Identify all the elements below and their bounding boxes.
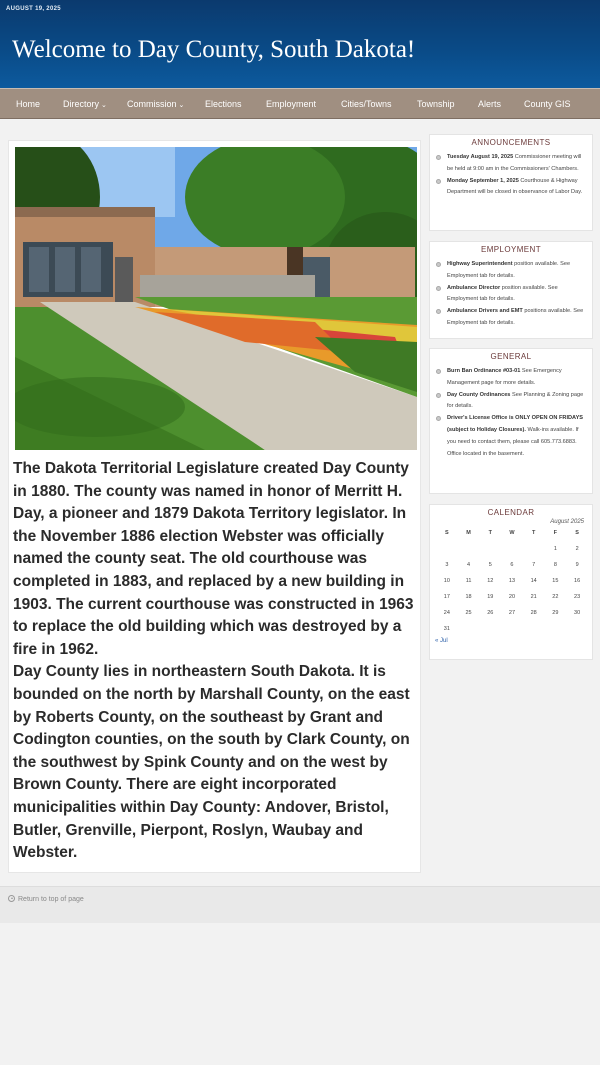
nav-elections[interactable] (205, 89, 242, 119)
site-footer (0, 886, 600, 923)
courthouse-image (15, 147, 417, 450)
nav-cities-towns-label: Cities/Towns (341, 99, 392, 109)
nav-home-label: Home (16, 99, 41, 109)
list-item (436, 259, 586, 283)
calendar-week (436, 541, 588, 557)
calendar-day: 30 (574, 610, 581, 616)
history-paragraph: The Dakota Territorial Legislature created Day County in 1880. The county was named in honor of Merritt H. Day, a pioneer and 1879 Dakota Territory legislator. In the November 1886 election Webster was officially named the county seat. The old courthouse was completed in 1883, and replaced by a new building in 1903. The current courthouse was constructed in 1963 to replace the old building which was destroyed by a fire in 1962. (13, 460, 414, 658)
calendar-week (436, 573, 588, 589)
weekday-label: T (531, 530, 536, 536)
calendar-day (458, 621, 480, 637)
calendar-day: 29 (552, 610, 559, 616)
general-item-title: Day County Ordinances (447, 391, 511, 398)
announcements-list (430, 149, 592, 199)
general-item-text: See Planning & Zoning page for details. (447, 391, 584, 410)
calendar-day: 28 (530, 610, 537, 616)
calendar-day: 15 (552, 578, 559, 584)
calendar-day (458, 541, 480, 557)
weekday-label: M (466, 530, 471, 536)
calendar-day: 10 (443, 578, 450, 584)
announcement-text: Courthouse & Highway Department will be closed in observance of Labor Day. (447, 177, 583, 196)
employment-title: EMPLOYMENT (480, 245, 541, 254)
calendar-month: August 2025 (550, 519, 584, 525)
calendar-day: 6 (510, 562, 514, 568)
nav-elections-label: Elections (205, 99, 242, 109)
list-item (436, 306, 586, 330)
list-item (436, 152, 586, 176)
job-title: Ambulance Drivers and EMT (447, 308, 523, 315)
calendar-day: 11 (465, 578, 472, 584)
nav-township-label: Township (417, 99, 455, 109)
job-text: position available. See Employment tab for details. (447, 284, 558, 303)
calendar-day: 24 (443, 610, 450, 616)
main-nav (0, 88, 600, 119)
calendar-day (479, 621, 501, 637)
job-text: position available. See Employment tab for details. (447, 261, 571, 279)
calendar-day (523, 621, 545, 637)
courthouse-photo (15, 147, 417, 450)
back-to-top-link[interactable] (8, 895, 84, 903)
announcement-date: Tuesday August 19, 2025 (447, 154, 514, 160)
announcement-text: Commissioner meeting will be held at 9:00 am in the Commissioners' Chambers. (447, 154, 582, 172)
calendar-day: 7 (532, 562, 536, 568)
general-item-text: See Emergency Management page for more details. (447, 368, 562, 386)
calendar-title: CALENDAR (487, 508, 535, 517)
calendar-day: 1 (553, 546, 557, 552)
nav-directory-label: Directory (63, 99, 100, 109)
calendar-week (436, 557, 588, 573)
calendar-day: 23 (574, 594, 581, 600)
weekday-label: F (553, 530, 558, 536)
weekday-label: W (509, 530, 515, 536)
geography-paragraph: Day County lies in northeastern South Dakota. It is bounded on the north by Marshall County, on the east by Roberts County, on the southeast by Grant and Codington counties, on the south by Clark County, on the southwest by Spink County and on the west by Brown County. There are eight incorporated municipalities within Day County: Andover, Bristol, Butler, Grenville, Pierpont, Roslyn, Waubay and Webster. (13, 663, 410, 862)
calendar-day (479, 541, 501, 557)
employment-list (430, 256, 592, 330)
job-title: Highway Superintendent (447, 261, 513, 267)
current-date: AUGUST 19, 2025 (6, 6, 61, 12)
calendar-prev-month-link[interactable]: « Jul (435, 638, 448, 644)
main-content (8, 140, 421, 873)
general-widget (429, 348, 593, 494)
nav-employment-label: Employment (266, 99, 317, 109)
calendar-day: 17 (443, 594, 450, 600)
calendar-day: 13 (508, 578, 516, 584)
list-item (436, 176, 586, 200)
general-item-title: Driver's License Office is ONLY OPEN ON FRIDAYS (subject to Holiday Closures). (447, 415, 584, 433)
calendar-day: 27 (508, 610, 516, 616)
calendar-day: 20 (508, 594, 516, 600)
nav-cities-towns[interactable] (341, 89, 392, 119)
job-text: positions available. See Employment tab for details. (447, 308, 584, 326)
chevron-down-icon: ⌄ (178, 102, 185, 109)
calendar-day: 2 (575, 546, 579, 552)
calendar-day (545, 621, 567, 637)
general-title: GENERAL (490, 352, 532, 361)
calendar-day (523, 541, 545, 557)
calendar-day: 8 (553, 562, 557, 568)
nav-commission-label: Commission (127, 99, 177, 109)
list-item (436, 283, 586, 307)
calendar-day: 31 (443, 626, 450, 632)
calendar-week (436, 605, 588, 621)
announcement-date: Monday September 1, 2025 (447, 177, 519, 184)
list-item (436, 413, 586, 460)
site-header (0, 0, 600, 88)
list-item (436, 366, 586, 390)
calendar-day: 9 (575, 562, 579, 568)
calendar-day: 14 (530, 578, 537, 584)
employment-widget (429, 241, 593, 339)
nav-home[interactable] (16, 89, 40, 119)
nav-township[interactable] (417, 89, 455, 119)
nav-county-gis-label: County GIS (524, 99, 571, 109)
arrow-up-icon (8, 895, 15, 902)
nav-employment[interactable] (266, 89, 316, 119)
announcements-widget (429, 134, 593, 231)
chevron-down-icon: ⌄ (101, 102, 107, 109)
calendar-day (566, 621, 588, 637)
job-title: Ambulance Director (447, 284, 501, 291)
calendar-day: 26 (487, 610, 494, 616)
calendar-day (501, 541, 523, 557)
calendar-day: 21 (530, 594, 537, 600)
calendar-weekdays (436, 525, 588, 541)
general-item-text: Walk-ins available. If you need to contact them, please call 605.773.6883. Office located in the basement. (447, 426, 579, 457)
calendar-day: 16 (574, 578, 581, 584)
calendar-day: 5 (488, 562, 492, 568)
back-to-top-label: Return to top of page (18, 896, 84, 903)
calendar-day: 3 (445, 562, 449, 568)
county-description (13, 458, 419, 865)
general-list (430, 363, 592, 460)
calendar-day (436, 541, 458, 557)
nav-commission[interactable] (127, 89, 184, 119)
announcements-title: ANNOUNCEMENTS (471, 138, 551, 147)
calendar-day: 19 (487, 594, 494, 600)
calendar-week (436, 621, 588, 637)
site-title[interactable]: Welcome to Day County, South Dakota! (12, 36, 416, 63)
calendar-day: 25 (465, 610, 472, 616)
calendar-day: 4 (467, 562, 471, 568)
weekday-label: S (445, 530, 449, 536)
calendar-day: 12 (487, 578, 494, 584)
weekday-label: S (575, 530, 579, 536)
calendar-week (436, 589, 588, 605)
calendar-day: 22 (552, 594, 559, 600)
calendar-grid (436, 525, 588, 637)
calendar-day (501, 621, 523, 637)
nav-directory[interactable] (63, 89, 107, 119)
calendar-day: 18 (465, 594, 472, 600)
nav-alerts[interactable] (478, 89, 501, 119)
nav-alerts-label: Alerts (478, 99, 502, 109)
list-item (436, 390, 586, 414)
general-item-title: Burn Ban Ordinance #03-01 (447, 368, 521, 374)
calendar-widget (429, 504, 593, 660)
weekday-label: T (488, 530, 492, 536)
nav-county-gis[interactable] (524, 89, 571, 119)
